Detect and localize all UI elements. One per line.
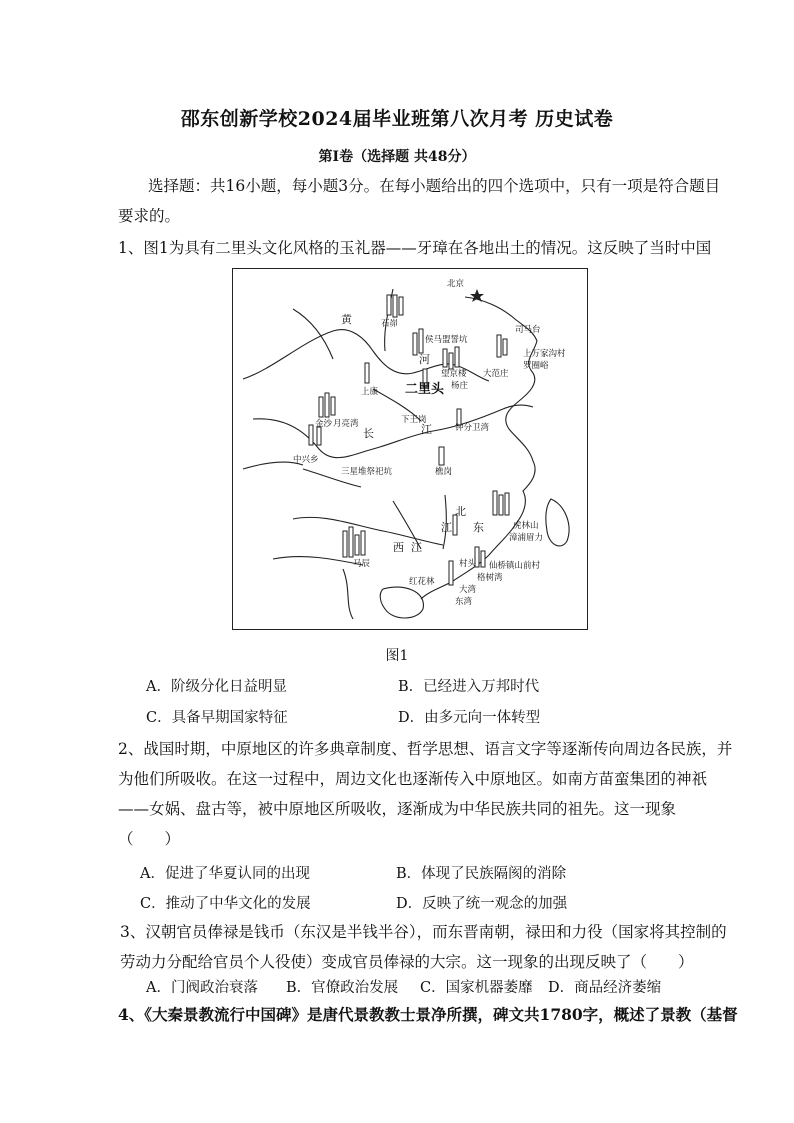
map-label: 北京 bbox=[447, 279, 465, 289]
figure-caption: 图1 bbox=[385, 648, 409, 664]
map-label: 虎林山 bbox=[513, 521, 539, 531]
map-label: 钟分卫湾 bbox=[455, 423, 490, 433]
question-1-stem: 1、图1为具有二里头文化风格的玉礼器——牙璋在各地出土的情况。这反映了当时中国 bbox=[118, 239, 712, 257]
map-label: 石峁 bbox=[381, 319, 399, 329]
map-label: 红花林 bbox=[409, 577, 435, 587]
map-label: 马辰 bbox=[353, 559, 371, 569]
question-3-stem: 3、汉朝官员俸禄是钱币（东汉是半钱半谷），而东晋南朝，禄田和力役（国家将其控制的 劳动力分配给官员个人役使）变成官员俸禄的大宗。这一现象的出现反映了（ ） bbox=[120, 923, 727, 971]
instructions-line: 要求的。 bbox=[118, 207, 181, 225]
map-label: 中兴乡 bbox=[293, 455, 319, 465]
map-label: 司马台 bbox=[515, 325, 541, 335]
map-label: 侯马盟誓坑 bbox=[425, 335, 468, 345]
map-label: 杨庄 bbox=[451, 381, 469, 391]
q2-option-b[interactable]: B．体现了民族隔阂的消除 bbox=[396, 866, 567, 882]
map-label: 望京楼 bbox=[441, 369, 467, 379]
map-outline bbox=[233, 269, 588, 630]
map-label: 上康 bbox=[361, 387, 379, 397]
instructions bbox=[118, 171, 721, 231]
map-label: 罗圈峪 bbox=[523, 361, 549, 371]
q3-option-b[interactable]: B．官僚政治发展 bbox=[286, 980, 399, 996]
map-label: 仙桥镇山前村 bbox=[489, 561, 541, 571]
question-2-stem: 2、战国时期，中原地区的许多典章制度、哲学思想、语言文字等逐渐传向周边各民族，并 为他们所吸收。在这一过程中，周边文化也逐渐传入中原地区。如南方苗蛮集团的神祇 ——女娲、盘古等，被中原地区所吸收，逐渐成为中华民族共同的祖先。这一现象 （ ） bbox=[118, 740, 733, 848]
jade-zhang-distribution-map bbox=[232, 268, 588, 630]
map-label: 西 bbox=[393, 541, 404, 554]
exam-title: 邵东创新学校2024届毕业班第八次月考 历史试卷 bbox=[180, 108, 614, 130]
q1-option-c[interactable]: C．具备早期国家特征 bbox=[146, 710, 288, 726]
q2-option-a[interactable]: A．促进了华夏认同的出现 bbox=[140, 866, 310, 882]
q3-option-c[interactable]: C．国家机器萎靡 bbox=[420, 980, 533, 996]
question-4-stem: 4、《大秦景教流行中国碑》是唐代景教教士景净所撰，碑文共1780字，概述了景教（基督 bbox=[118, 1005, 738, 1024]
map-label: 北 bbox=[455, 505, 466, 518]
q2-option-d[interactable]: D．反映了统一观念的加强 bbox=[396, 896, 568, 912]
q2-option-c[interactable]: C．推动了中华文化的发展 bbox=[140, 896, 311, 912]
map-label: 江 bbox=[421, 423, 432, 436]
map-label: 月亮湾 bbox=[333, 419, 359, 429]
map-label: 东湾 bbox=[455, 597, 473, 607]
map-label: 下王岗 bbox=[401, 415, 427, 425]
map-label: 漳浦眉力 bbox=[509, 533, 544, 543]
map-label: 河 bbox=[419, 353, 430, 366]
map-label: 格树湾 bbox=[477, 573, 503, 583]
map-label: 大湾 bbox=[459, 585, 477, 595]
map-label: 村头 bbox=[459, 559, 477, 569]
map-label: 樵岗 bbox=[435, 467, 453, 477]
map-label: 三星堆祭祀坑 bbox=[341, 467, 393, 477]
q3-option-d[interactable]: D．商品经济萎缩 bbox=[548, 980, 662, 996]
instructions-line: 选择题：共16小题，每小题3分。在每小题给出的四个选项中，只有一项是符合题目 bbox=[148, 177, 721, 195]
section-heading: 第Ⅰ卷（选择题 共48分） bbox=[318, 149, 476, 165]
q1-option-b[interactable]: B．已经进入万邦时代 bbox=[398, 679, 540, 695]
map-label: 东 bbox=[473, 521, 484, 534]
map-label: 上万家沟村 bbox=[523, 349, 566, 359]
map-label: 金沙 bbox=[315, 419, 333, 429]
map-label: 黄 bbox=[341, 313, 352, 326]
map-label: 长 bbox=[363, 427, 374, 440]
q3-option-a[interactable]: A．门阀政治衰落 bbox=[146, 980, 258, 996]
q1-option-a[interactable]: A．阶级分化日益明显 bbox=[146, 679, 287, 695]
map-label: 江 bbox=[441, 521, 452, 534]
q1-option-d[interactable]: D．由多元向一体转型 bbox=[398, 710, 541, 726]
map-label: 江 bbox=[411, 541, 422, 554]
map-label-erlitou: 二里头 bbox=[405, 382, 445, 397]
map-label: 大范庄 bbox=[483, 369, 509, 379]
